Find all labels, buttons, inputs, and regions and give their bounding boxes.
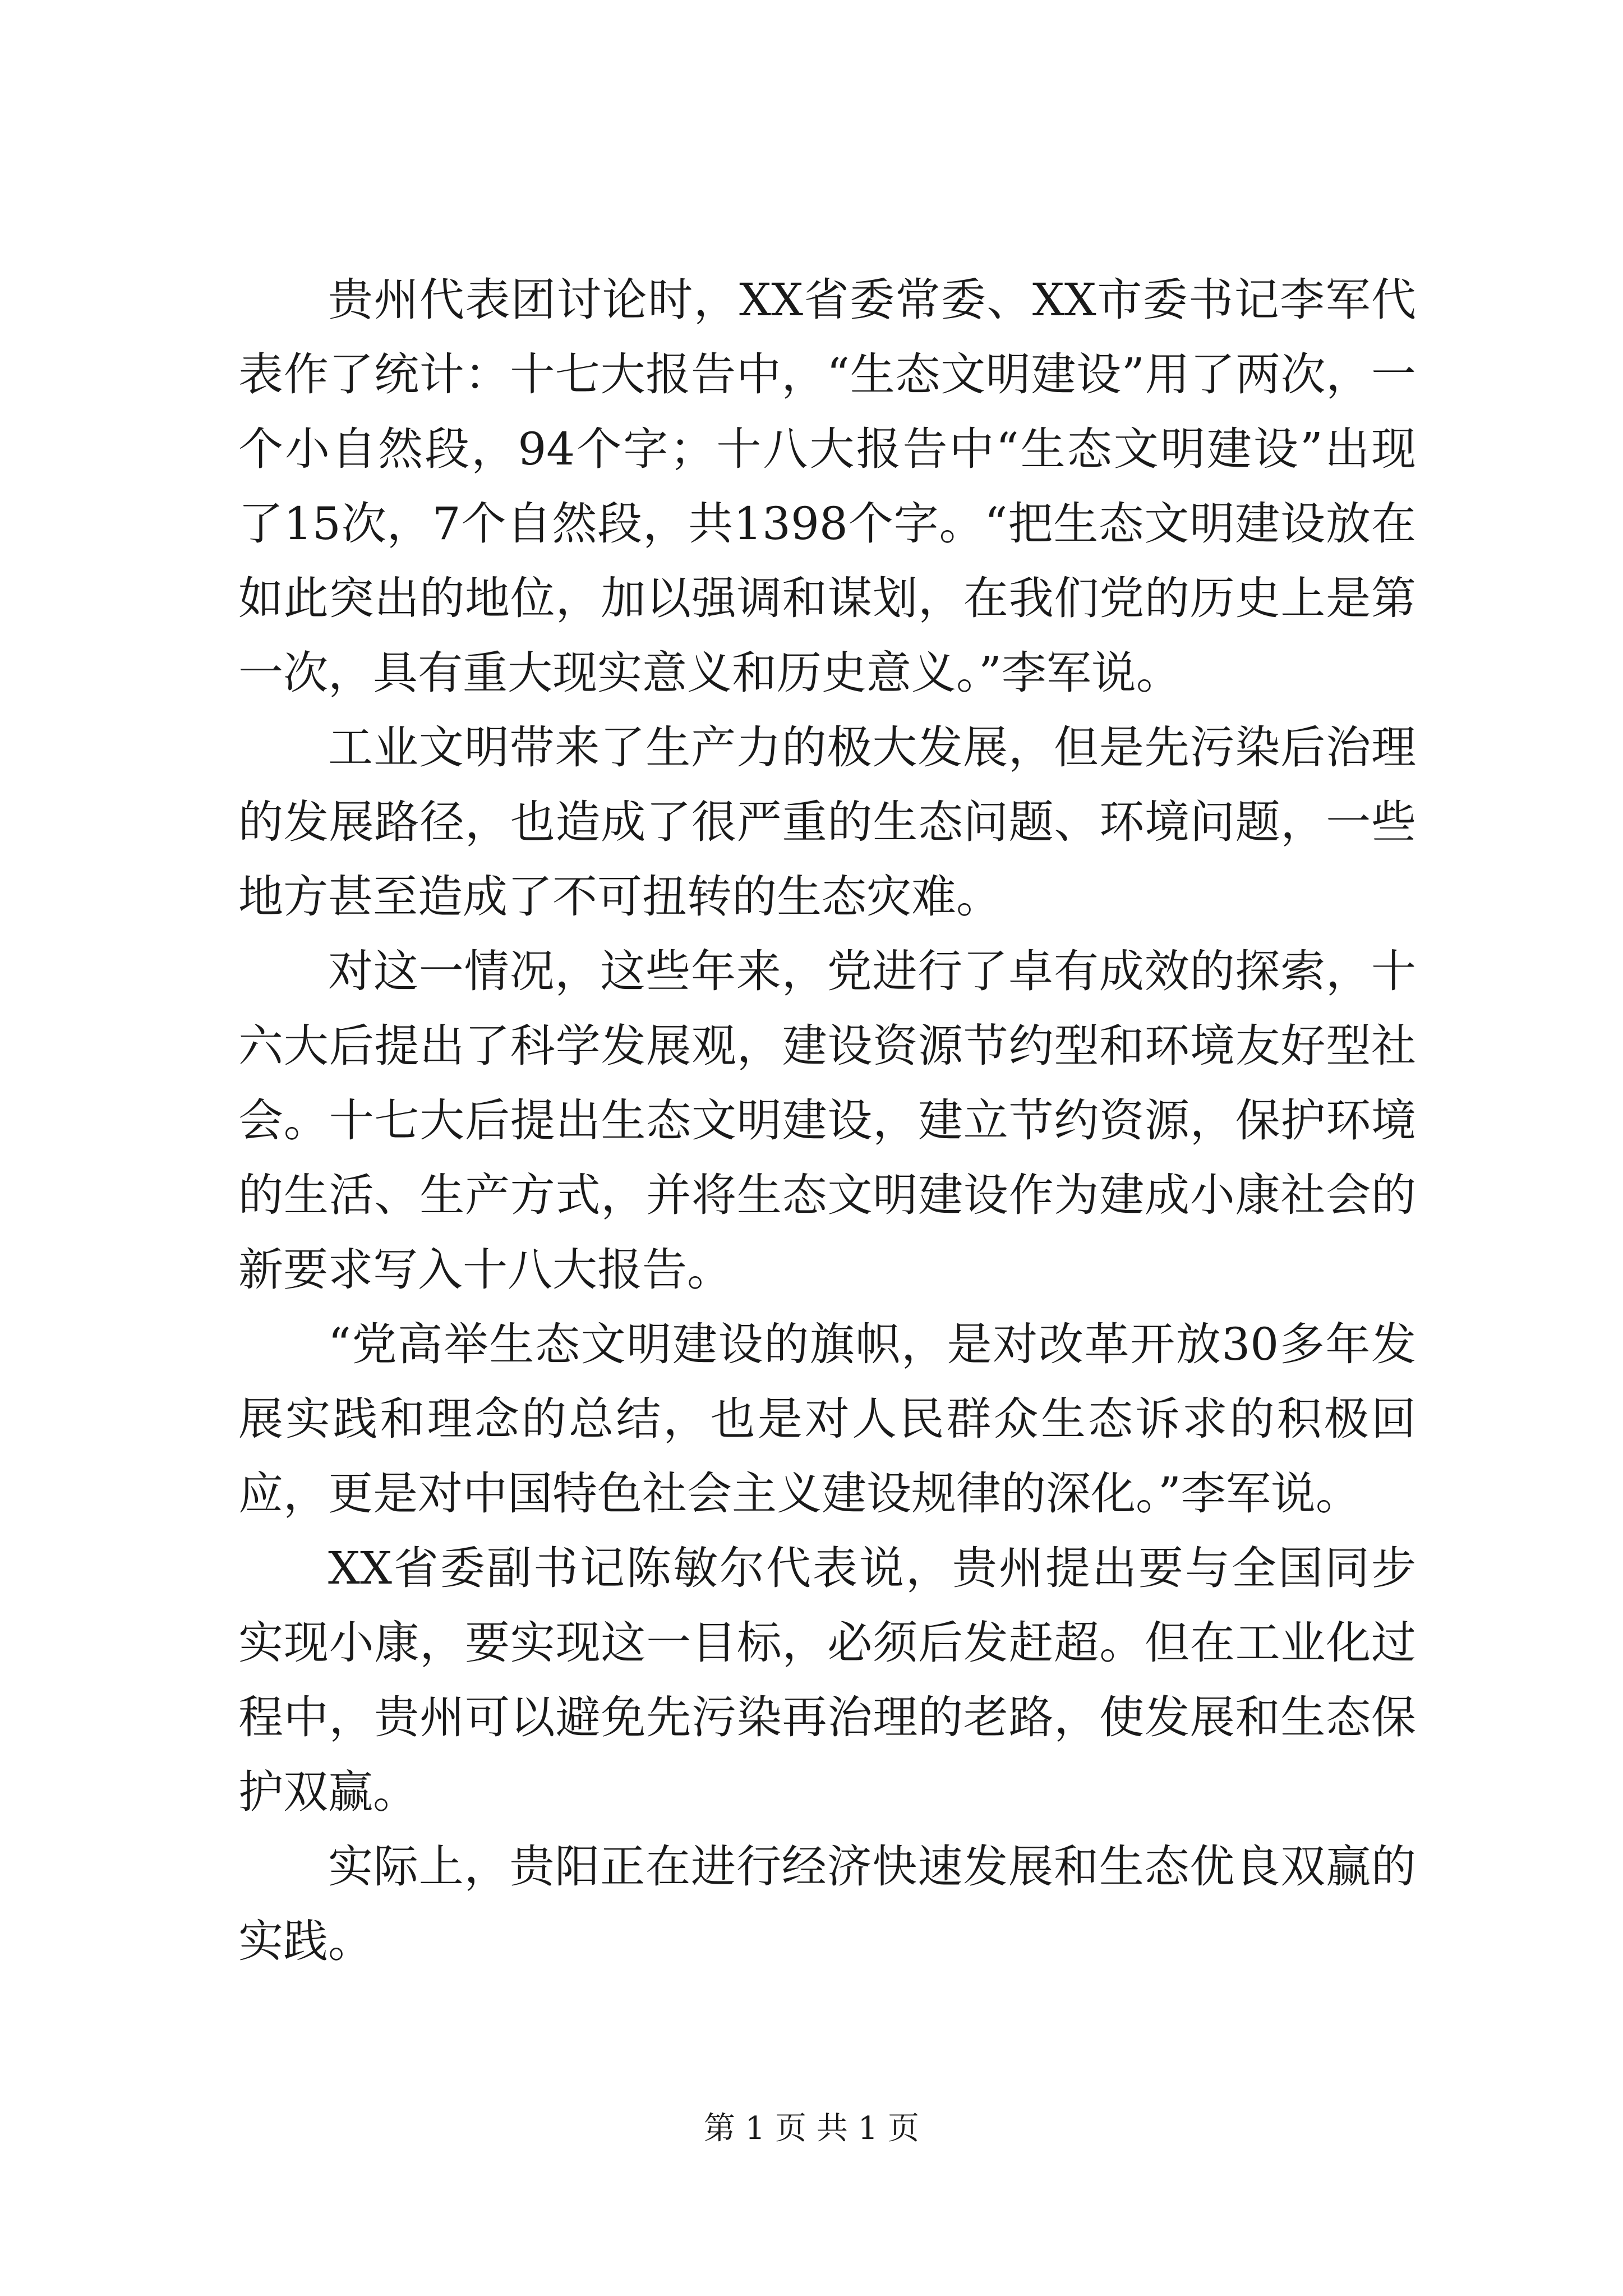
paragraph-6: 实际上，贵阳正在进行经济快速发展和生态优良双赢的实践。 (238, 1841, 1416, 1967)
page-footer (0, 2109, 1623, 2148)
document-body (238, 263, 1416, 1978)
page-number-label: 第 1 页 共 1 页 (703, 2110, 920, 2147)
paragraph-2: 工业文明带来了生产力的极大发展，但是先污染后治理的发展路径，也造成了很严重的生态问题、环境问题，一些地方甚至造成了不可扭转的生态灾难。 (238, 721, 1416, 923)
paragraph-4: “党高举生态文明建设的旗帜，是对改革开放30多年发展实践和理念的总结，也是对人民群众生态诉求的积极回应，更是对中国特色社会主义建设规律的深化。”李军说。 (238, 1318, 1416, 1520)
paragraph-1: 贵州代表团讨论时，XX省委常委、XX市委书记李军代表作了统计：十七大报告中，“生态文明建设”用了两次，一个小自然段，94个字；十八大报告中“生态文明建设”出现了15次，7个自然段，共1398个字。“把生态文明建设放在如此突出的地位，加以强调和谋划，在我们党的历史上是第一次，具有重大现实意义和历史意义。”李军说。 (238, 274, 1416, 699)
paragraph-3: 对这一情况，这些年来，党进行了卓有成效的探索，十六大后提出了科学发展观，建设资源节约型和环境友好型社会。十七大后提出生态文明建设，建立节约资源，保护环境的生活、生产方式，并将生态文明建设作为建成小康社会的新要求写入十八大报告。 (238, 945, 1416, 1296)
paragraph-5: XX省委副书记陈敏尔代表说，贵州提出要与全国同步实现小康，要实现这一目标，必须后发赶超。但在工业化过程中，贵州可以避免先污染再治理的老路，使发展和生态保护双赢。 (238, 1542, 1416, 1818)
